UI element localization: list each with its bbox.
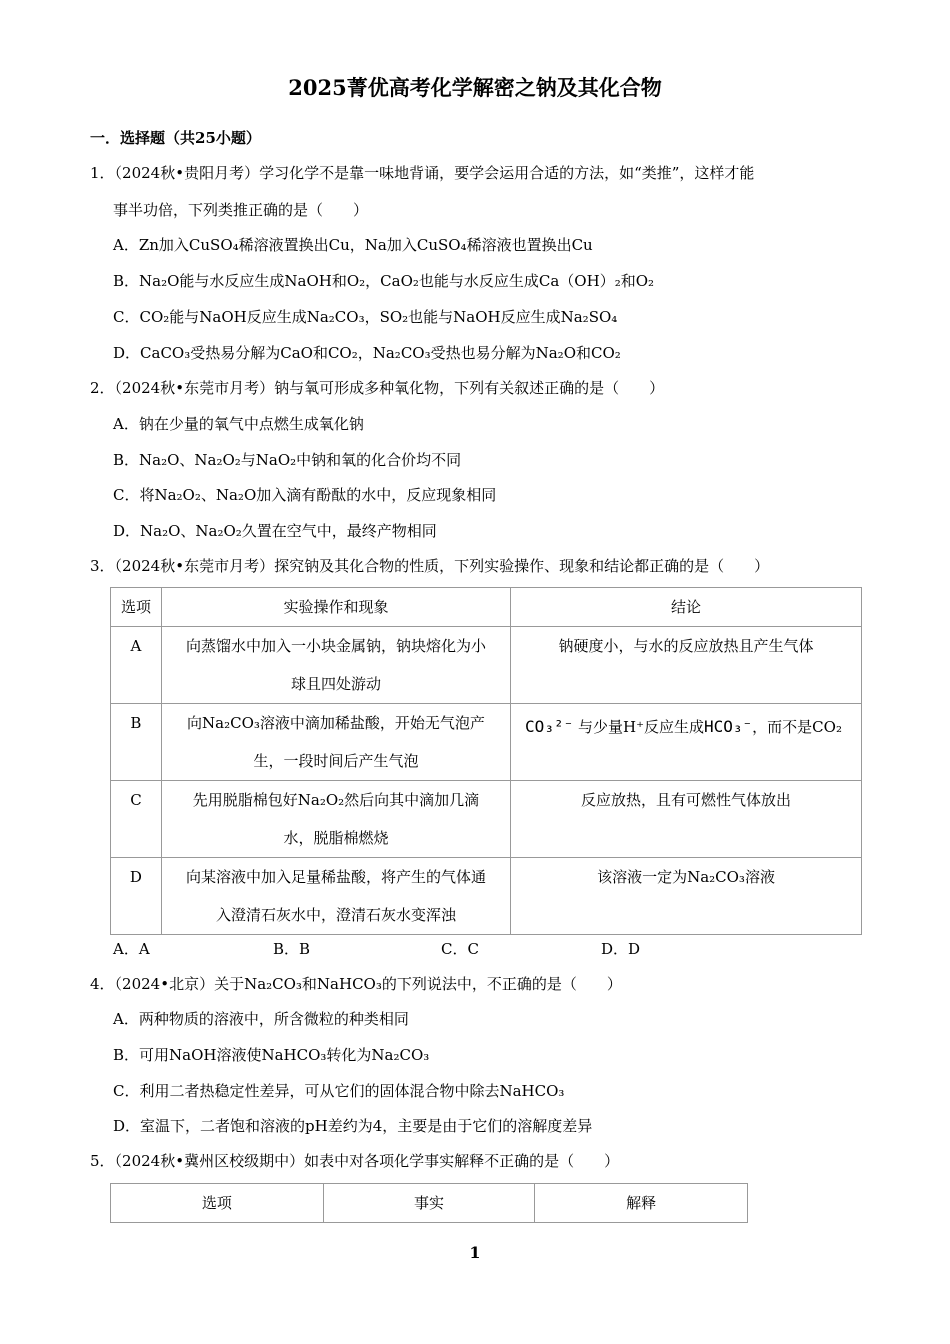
q1-option-d: D．CaCO₃受热易分解为CaO和CO₂，Na₂CO₃受热也易分解为Na₂O和CO₂ [113,344,621,362]
section-heading: 一．选择题（共25小题） [90,129,261,147]
q3-answer-d: D．D [601,940,641,958]
q5-table [110,1183,748,1223]
q2-option-c: C．将Na₂O₂、Na₂O加入滴有酚酞的水中，反应现象相同 [113,486,497,504]
q3-row-b-conclusion-mid: 与少量H⁺反应生成 [578,718,704,736]
page-number: 1 [469,1243,481,1262]
q1-option-c: C．CO₂能与NaOH反应生成Na₂CO₃，SO₂也能与NaOH反应生成Na₂SO₄ [113,308,618,326]
q4-option-a: A．两种物质的溶液中，所含微粒的种类相同 [113,1010,409,1028]
q2-stem: 2．（2024秋•东莞市月考）钠与氧可形成多种氧化物，下列有关叙述正确的是（ ） [90,379,665,397]
q1-option-a: A．Zn加入CuSO₄稀溶液置换出Cu，Na加入CuSO₄稀溶液也置换出Cu [113,236,593,254]
q4-option-c: C．利用二者热稳定性差异，可从它们的固体混合物中除去NaHCO₃ [113,1082,565,1100]
q3-table [110,587,862,935]
q5-header-explanation: 解释 [535,1184,748,1223]
q2-option-b: B．Na₂O、Na₂O₂与NaO₂中钠和氧的化合价均不同 [113,451,462,469]
q3-stem: 3．（2024秋•东莞市月考）探究钠及其化合物的性质，下列实验操作、现象和结论都正确的是（ ） [90,557,770,575]
q3-row-b [111,704,862,781]
q3-row-a-op-line2: 球且四处游动 [290,675,381,693]
q3-row-b-conclusion-post: ，而不是CO₂ [752,718,842,736]
q5-header-fact: 事实 [323,1184,535,1223]
q3-answer-c: C．C [441,940,479,958]
q3-header-option: 选项 [111,588,162,627]
q3-row-b-label: B [130,714,142,732]
q3-row-d-conclusion: 该溶液一定为Na₂CO₃溶液 [597,868,775,886]
q3-row-c-conclusion: 反应放热，且有可燃性气体放出 [581,791,792,809]
q5-header-option: 选项 [111,1184,324,1223]
bicarbonate-ion: HCO₃⁻ [704,717,753,736]
q3-row-d [111,858,862,935]
q3-answer-b: B．B [273,940,311,958]
q1-stem-line2: 事半功倍，下列类推正确的是（ ） [113,201,369,219]
document-title: 2025菁优高考化学解密之钠及其化合物 [288,75,662,100]
q3-row-b-op-line2: 生，一段时间后产生气泡 [253,752,419,770]
q2-option-a: A．钠在少量的氧气中点燃生成氧化钠 [113,415,364,433]
q3-answer-options [113,938,713,958]
q5-stem: 5．（2024秋•冀州区校级期中）如表中对各项化学事实解释不正确的是（ ） [90,1152,620,1170]
q3-row-d-op-line1: 向某溶液中加入足量稀盐酸，将产生的气体通 [185,868,486,886]
q3-row-c-op-line1: 先用脱脂棉包好Na₂O₂然后向其中滴加几滴 [192,791,480,809]
q3-row-b-op-line1: 向Na₂CO₃溶液中滴加稀盐酸，开始无气泡产 [187,714,485,732]
q3-row-d-op-line2: 入澄清石灰水中，澄清石灰水变浑浊 [215,906,456,924]
q1-option-b: B．Na₂O能与水反应生成NaOH和O₂，CaO₂也能与水反应生成Ca（OH）₂和O₂ [113,272,655,290]
q3-row-c [111,781,862,858]
q3-row-a-op-line1: 向蒸馏水中加入一小块金属钠，钠块熔化为小 [185,637,486,655]
q3-row-b-conclusion [511,704,861,737]
q3-row-a-label: A [130,637,142,655]
q2-option-d: D．Na₂O、Na₂O₂久置在空气中，最终产物相同 [113,522,437,540]
q4-option-d: D．室温下，二者饱和溶液的pH差约为4，主要是由于它们的溶解度差异 [113,1117,593,1135]
carbonate-ion: CO₃²⁻ [525,717,574,736]
q4-option-b: B．可用NaOH溶液使NaHCO₃转化为Na₂CO₃ [113,1046,430,1064]
q5-table-header [111,1184,748,1223]
q3-row-d-label: D [129,868,142,886]
q3-table-header [111,588,862,627]
q3-row-a [111,627,862,704]
q1-stem-line1: 1．（2024秋•贵阳月考）学习化学不是靠一味地背诵，要学会运用合适的方法，如“类推”，这样才能 [90,164,755,182]
q3-header-operation: 实验操作和现象 [161,588,510,627]
q3-header-conclusion: 结论 [511,588,862,627]
q4-stem: 4．（2024•北京）关于Na₂CO₃和NaHCO₃的下列说法中，不正确的是（ ） [90,975,622,993]
q3-row-a-conclusion: 钠硬度小，与水的反应放热且产生气体 [558,637,814,655]
q3-answer-a: A．A [113,940,150,958]
q3-row-c-op-line2: 水，脱脂棉燃烧 [283,829,389,847]
q3-row-c-label: C [130,791,142,809]
